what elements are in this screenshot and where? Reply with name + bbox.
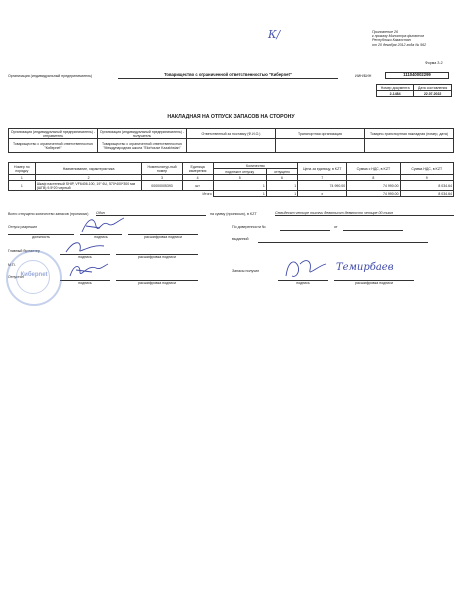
parties-header: Организация (индивидуальный предприниматель) - отправитель (9, 129, 98, 139)
transport-value (276, 139, 365, 153)
parties-header: Ответственный за поставку (Ф.И.О.) (187, 129, 276, 139)
col-header-nomen: Номенклатур-ный номер (142, 163, 182, 175)
org-name: Товарищество с ограниченной ответственностью "Киберnet" (118, 73, 338, 79)
issued-by-line (258, 239, 428, 243)
decode-caption: расшифровка подписи (144, 235, 182, 239)
signature-caption: подпись (78, 281, 92, 285)
row-qty-due: 1 (213, 181, 266, 191)
items-table (8, 162, 454, 197)
table-row (9, 181, 454, 191)
parties-header: Организация (индивидуальный предприниматель) - получатель (98, 129, 187, 139)
total-price: x (298, 191, 347, 197)
total-sum: 74 990.00 (347, 191, 400, 197)
row-vat: 8 034.64 (400, 181, 453, 191)
receiver-decode-signature: Темирбаев (336, 262, 394, 273)
total-qty-rel: 1 (266, 191, 297, 197)
col-header-num: Номер по порядку (9, 163, 36, 175)
appendix-line: Республики Казахстан (372, 38, 411, 43)
chief-signature (64, 238, 108, 256)
col-header-price: Цена за единицу, в KZT (298, 163, 347, 175)
col-number: 6 (266, 175, 297, 181)
decode-caption: расшифровка подписи (138, 255, 176, 259)
appendix-line: Приложение 26 (372, 30, 398, 34)
col-header-qty-rel: отпущено (266, 169, 297, 175)
row-unit: шт (182, 181, 213, 191)
receiver-signature (282, 256, 328, 280)
total-qty-label: Всего отпущено количество запасов (прописью) (8, 212, 89, 216)
decode-caption: расшифровка подписи (138, 281, 176, 285)
parties-header: Транспортная организация (276, 129, 365, 139)
col-header-sum: Сумма с НДС, в KZT (347, 163, 400, 175)
form-label: Форма З-2 (425, 61, 443, 65)
doc-date-label: Дата составления (414, 85, 452, 91)
chief-accountant-label: Главный бухгалтер (8, 249, 40, 253)
row-name: Шкаф настенный SHIP, VF6406.100, 19" 6U, 570*400*300 мм (ШГВ) 9.5*20 черный (35, 181, 142, 191)
appendix-note (372, 30, 457, 47)
signature-caption: подпись (78, 255, 92, 259)
issued-signature (80, 214, 128, 236)
received-label: Запасы получил (232, 269, 260, 273)
poa-date-line (343, 227, 403, 231)
col-header-vat: Сумма НДС, в KZT (400, 163, 453, 175)
parties-table (8, 128, 454, 153)
row-sum: 74 990.00 (347, 181, 400, 191)
released-signature (66, 260, 110, 280)
col-number: 5 (213, 175, 266, 181)
col-number: 8 (347, 175, 400, 181)
col-header-unit: Единица измерения (182, 163, 213, 175)
row-price: 74 990.00 (298, 181, 347, 191)
col-number: 3 (142, 175, 182, 181)
responsible-value (187, 139, 276, 153)
col-header-name: Наименование, характеристика (35, 163, 142, 175)
total-qty-value: Один (96, 211, 206, 216)
col-number: 1 (9, 175, 36, 181)
col-number: 4 (182, 175, 213, 181)
total-label: Итого (202, 191, 212, 196)
company-stamp (6, 250, 62, 306)
total-vat: 8 034.64 (400, 191, 453, 197)
doc-number: 2-1484 (377, 91, 414, 97)
from-label: от (334, 225, 338, 229)
document-title: НАКЛАДНАЯ НА ОТПУСК ЗАПАСОВ НА СТОРОНУ (167, 114, 295, 120)
receiver-value: Товарищество с ограниченной ответственностью "Международная школа "Elorhouse Kazakhstan" (98, 139, 187, 153)
doc-number-label: Номер документа (377, 85, 414, 91)
sender-value: Товарищество с ограниченной ответственностью "Киберnet" (9, 139, 98, 153)
stamp-text: Киберnet (20, 272, 48, 278)
parties-header: Товарно-транспортная накладная (номер, дата) (365, 129, 454, 139)
signature-caption: подпись (94, 235, 108, 239)
iin-label: ИИН/БИН (355, 74, 372, 78)
col-number: 2 (35, 175, 142, 181)
row-num: 1 (9, 181, 36, 191)
total-row (9, 191, 454, 197)
appendix-line: к приказу Министра финансов (372, 34, 424, 39)
row-nomen: 00000005393 (142, 181, 182, 191)
signature-caption: подпись (296, 281, 310, 285)
col-number: 9 (400, 175, 453, 181)
handwritten-mark: К/ (268, 28, 281, 41)
total-qty-due: 1 (213, 191, 266, 197)
col-number: 7 (298, 175, 347, 181)
row-qty-rel: 1 (266, 181, 297, 191)
waybill-value (365, 139, 454, 153)
total-sum-label: на сумму (прописью), в KZT (210, 212, 257, 216)
poa-number-line (280, 227, 330, 231)
position-caption: должность (32, 235, 50, 239)
col-header-qty: Количество (213, 163, 298, 169)
issued-label: Отпуск разрешил (8, 225, 38, 229)
doc-number-table (376, 84, 452, 97)
total-sum-value: Семьдесят четыре тысячи девятьсот девяносто четыре 00 тиын (275, 211, 454, 216)
iin-value: 111040002299 (385, 72, 449, 79)
doc-date: 22.07.2022 (414, 91, 452, 97)
released-label: Отпустил (8, 275, 24, 279)
appendix-line: от 20 декабря 2012 года № 562 (372, 42, 427, 47)
col-header-qty-due: подлежит отпуску (213, 169, 266, 175)
org-label: Организация (индивидуальный предприниматель) (8, 74, 93, 78)
mp-label: М.П. (8, 263, 16, 267)
issued-by-label: выданной (232, 237, 249, 241)
power-of-attorney-label: По доверенности № (232, 225, 266, 229)
decode-caption: расшифровка подписи (355, 281, 393, 285)
